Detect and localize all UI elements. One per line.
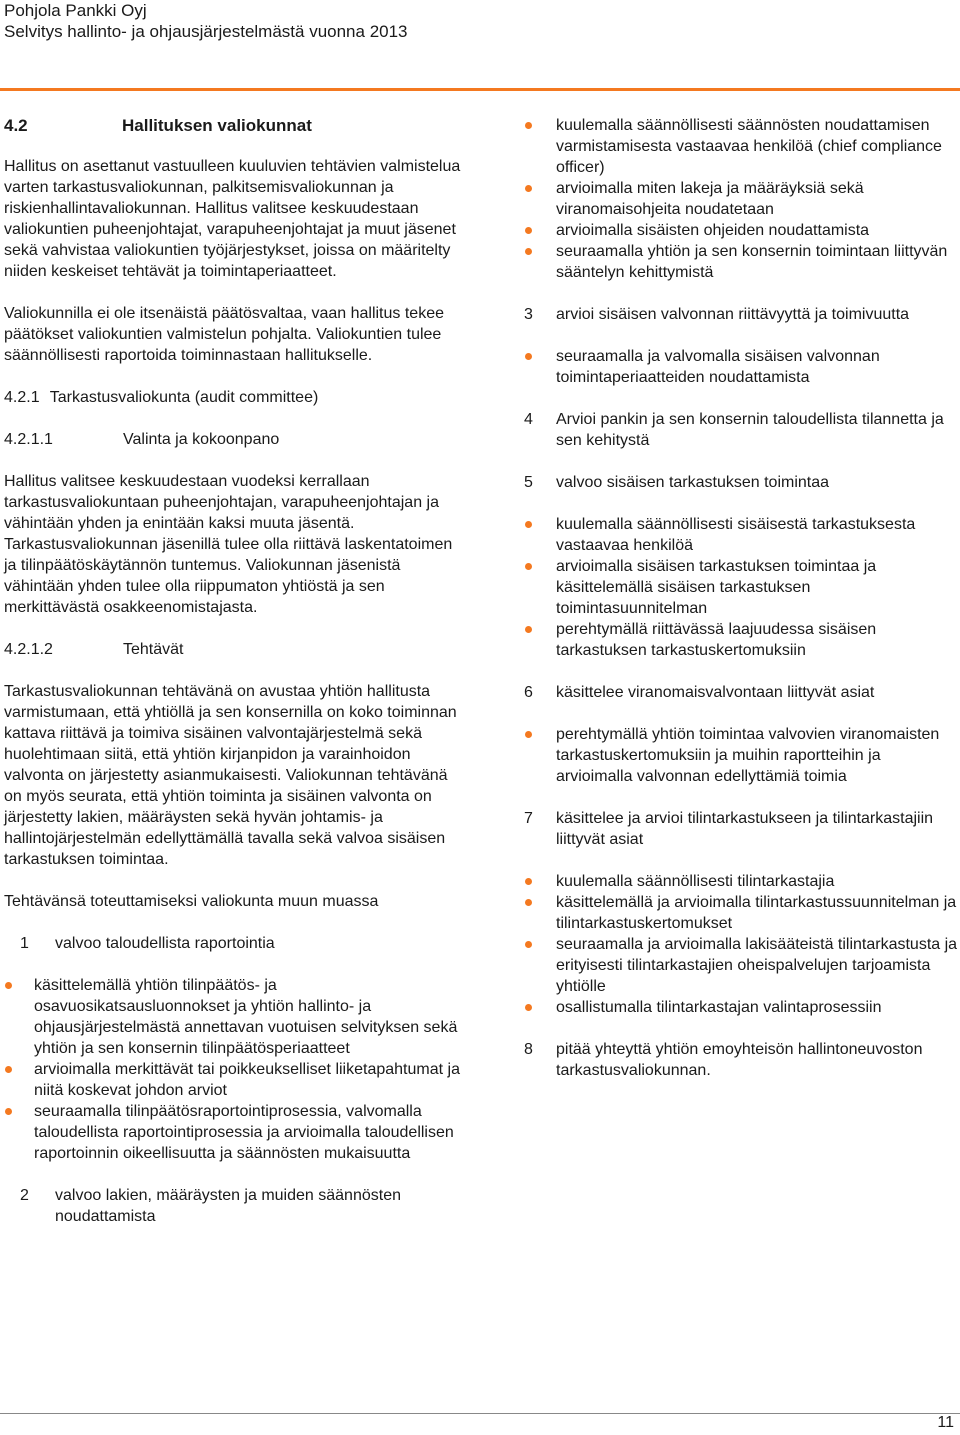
section-number: 4.2.1.1 — [4, 431, 53, 448]
section-number: 4.2.1 — [4, 389, 40, 406]
item-text: valvoo taloudellista raportointia — [55, 935, 275, 952]
item-text: käsittelee viranomaisvalvontaan liittyvät asiat — [556, 684, 875, 701]
paragraph-committees: Hallitus on asettanut vastuulleen kuuluvien tehtävien valmistelua varten tarkastusvaliokunnan, palkitsemisvaliokunnan ja riskienhallintavaliokunnan. Hallitus valitsee keskuudestaan valiokuntien puheenjohtajat, varapuheenjohtajat ja muut jäsenet sekä vahvistaa valiokuntien työjärjestykset, joissa on määritelty niiden keskeiset tehtävät ja toimintaperiaatteet. — [4, 158, 461, 280]
numbered-item-1 — [4, 933, 464, 954]
bullet-list-item-6 — [524, 724, 960, 787]
section-heading-4-2-1-2 — [4, 639, 464, 660]
item-text: valvoo sisäisen tarkastuksen toimintaa — [556, 474, 830, 491]
list-item: kuulemalla säännöllisesti säännösten noudattamisen varmistamisesta vastaavaa henkilöä (chief compliance officer) — [524, 115, 960, 178]
bullet-list-item-7 — [524, 871, 960, 1018]
item-number: 1 — [20, 935, 29, 952]
item-text: Arvioi pankin ja sen konsernin taloudellista tilannetta ja sen kehitystä — [556, 411, 944, 449]
numbered-item-4 — [524, 409, 960, 451]
numbered-item-8 — [524, 1039, 960, 1081]
list-item: osallistumalla tilintarkastajan valintaprosessiin — [524, 997, 960, 1018]
list-item: arvioimalla miten lakeja ja määräyksiä sekä viranomaisohjeita noudatetaan — [524, 178, 960, 220]
left-column — [4, 115, 464, 1227]
bullet-list-item-1 — [4, 975, 464, 1164]
list-item: arvioimalla sisäisten ohjeiden noudattamista — [524, 220, 960, 241]
item-text: käsittelee ja arvioi tilintarkastukseen ja tilintarkastajiin liittyvät asiat — [556, 810, 934, 848]
item-number: 8 — [524, 1041, 533, 1058]
numbered-item-2 — [4, 1185, 464, 1227]
list-item: arvioimalla sisäisen tarkastuksen toimintaa ja käsittelemällä sisäisen tarkastuksen toimintasuunnitelman — [524, 556, 960, 619]
section-heading-4-2-1 — [4, 387, 464, 408]
list-item: käsittelemällä ja arvioimalla tilintarkastussuunnitelman ja tilintarkastuskertomukset — [524, 892, 960, 934]
list-item: seuraamalla tilinpäätösraportointiprosessia, valvomalla taloudellista raportointiprosessia ja arvioimalla taloudellisen raportoinnin oikeellisuutta ja säännösten mukaisuutta — [4, 1101, 464, 1164]
right-column — [524, 115, 960, 1081]
list-item: seuraamalla yhtiön ja sen konsernin toimintaan liittyvän sääntelyn kehittymistä — [524, 241, 960, 283]
page-header — [4, 0, 408, 42]
section-title: Tarkastusvaliokunta (audit committee) — [49, 389, 319, 406]
page-number: 11 — [937, 1414, 954, 1431]
section-title: Tehtävät — [123, 641, 184, 658]
document-title: Selvitys hallinto- ja ohjausjärjestelmästä vuonna 2013 — [4, 22, 408, 41]
item-number: 7 — [524, 810, 533, 827]
company-name: Pohjola Pankki Oyj — [4, 1, 147, 20]
item-number: 5 — [524, 474, 533, 491]
list-item: kuulemalla säännöllisesti sisäisestä tarkastuksesta vastaavaa henkilöä — [524, 514, 960, 556]
section-heading-4-2-1-1 — [4, 429, 464, 450]
numbered-item-5 — [524, 472, 960, 493]
numbered-item-6 — [524, 682, 960, 703]
list-item: perehtymällä riittävässä laajuudessa sisäisen tarkastuksen tarkastuskertomuksiin — [524, 619, 960, 661]
numbered-item-3 — [524, 304, 960, 325]
item-number: 6 — [524, 684, 533, 701]
list-item: seuraamalla ja valvomalla sisäisen valvonnan toimintaperiaatteiden noudattamista — [524, 346, 960, 388]
footer-divider — [0, 1413, 960, 1414]
bullet-list-item-5 — [524, 514, 960, 661]
section-number: 4.2 — [4, 116, 28, 135]
bullet-list-item-2 — [524, 115, 960, 283]
list-item: käsittelemällä yhtiön tilinpäätös- ja osavuosikatsausluonnokset ja yhtiön hallinto- ja ohjausjärjestelmästä annettavan vuotuisen selvityksen sekä yhtiön ja sen konsernin tilinpäätösperiaatteet — [4, 975, 464, 1059]
bullet-list-item-3 — [524, 346, 960, 388]
list-item: kuulemalla säännöllisesti tilintarkastajia — [524, 871, 960, 892]
section-heading-4-2 — [4, 115, 464, 136]
paragraph-intro-list: Tehtävänsä toteuttamiseksi valiokunta muun muassa — [4, 893, 379, 910]
section-title: Hallituksen valiokunnat — [122, 116, 312, 135]
list-item: arvioimalla merkittävät tai poikkeukselliset liiketapahtumat ja niitä koskevat johdon arviot — [4, 1059, 464, 1101]
numbered-item-7 — [524, 808, 960, 850]
section-number: 4.2.1.2 — [4, 641, 53, 658]
paragraph-duties: Tarkastusvaliokunnan tehtävänä on avustaa yhtiön hallitusta varmistumaan, että yhtiöllä ja sen konsernilla on koko toiminnan kattava riittävä ja toimiva sisäinen valvontajärjestelmä sekä huolehtimaan siitä, että yhtiön kirjanpidon ja varainhoidon valvonta on järjestetty asianmukaisesti. Valiokunnan tehtävänä on myös seurata, että yhtiön toiminta ja sisäinen valvonta on järjestetty lakien, määräysten sekä hyvän johtamis- ja hallintojärjestelmän edellyttämällä tavalla sekä valvoa sisäisen tarkastuksen toimintaa. — [4, 683, 457, 868]
item-number: 4 — [524, 411, 533, 428]
paragraph-decision-power: Valiokunnilla ei ole itsenäistä päätösvaltaa, vaan hallitus tekee päätökset valiokuntien valmistelun pohjalta. Valiokuntien tulee säännöllisesti raportoida toiminnastaan hallitukselle. — [4, 305, 444, 364]
item-text: arvioi sisäisen valvonnan riittävyyttä ja toimivuutta — [556, 306, 910, 323]
list-item: seuraamalla ja arvioimalla lakisääteistä tilintarkastusta ja erityisesti tilintarkastajien oheispalvelujen tarjoamista yhtiölle — [524, 934, 960, 997]
item-text: valvoo lakien, määräysten ja muiden säännösten noudattamista — [55, 1187, 401, 1225]
list-item: perehtymällä yhtiön toimintaa valvovien viranomaisten tarkastuskertomuksiin ja muihin raportteihin ja arvioimalla valvonnan edellyttämiä toimia — [524, 724, 960, 787]
header-divider — [0, 88, 960, 91]
paragraph-composition: Hallitus valitsee keskuudestaan vuodeksi kerrallaan tarkastusvaliokuntaan puheenjohtajan, varapuheenjohtajan ja vähintään yhden ja enintään kaksi muuta jäsentä. Tarkastusvaliokunnan jäsenillä tulee olla riittävä laskentatoimen ja tilinpäätöskäytännön tuntemus. Valiokunnan jäsenistä vähintään yhden tulee olla riippumaton yhtiöstä ja sen merkittävästä osakkeenomistajasta. — [4, 473, 453, 616]
item-number: 2 — [20, 1187, 29, 1204]
item-number: 3 — [524, 306, 533, 323]
item-text: pitää yhteyttä yhtiön emoyhteisön hallintoneuvoston tarkastusvaliokunnan. — [556, 1041, 923, 1079]
section-title: Valinta ja kokoonpano — [123, 431, 280, 448]
